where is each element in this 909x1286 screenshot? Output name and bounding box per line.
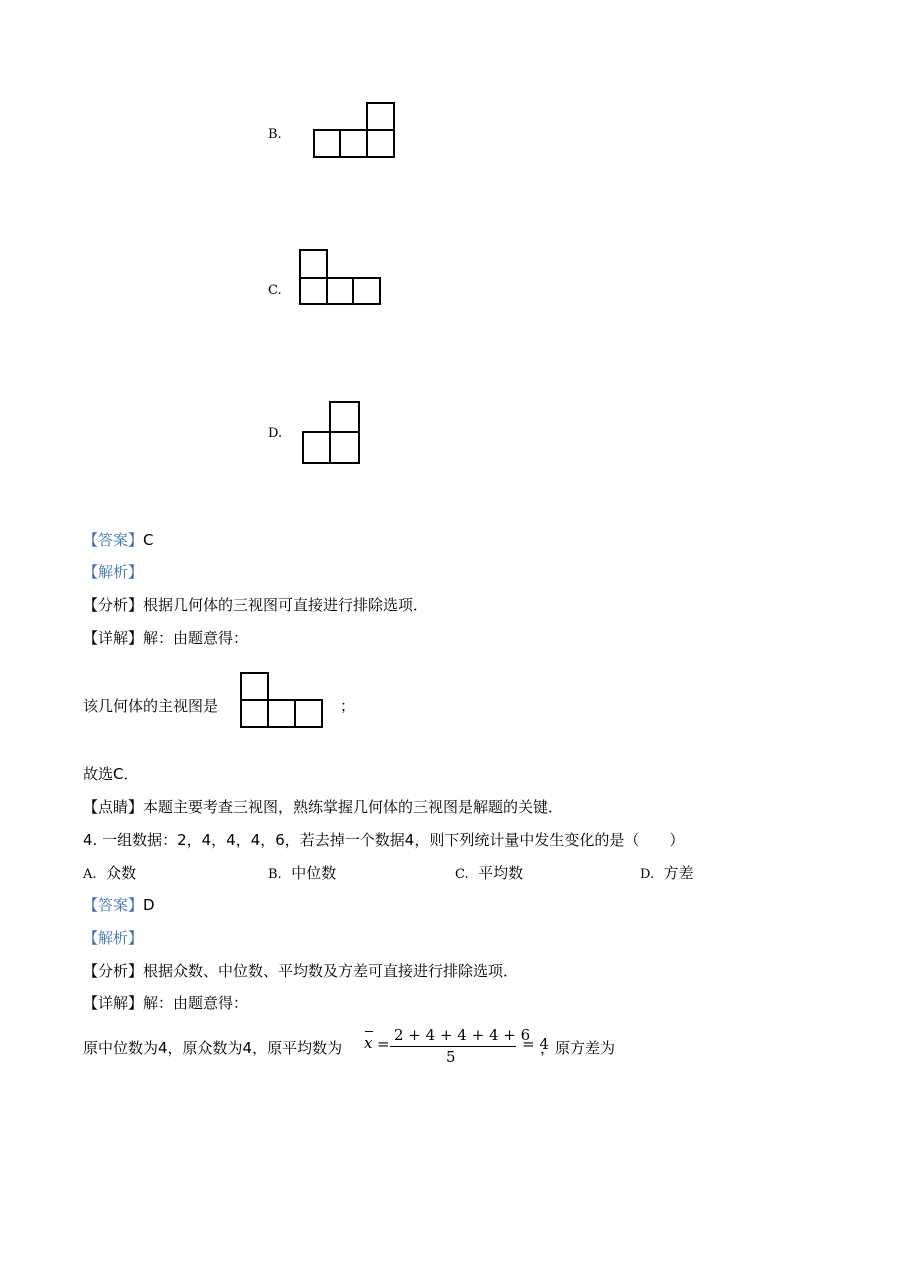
q4-option-b-text: 中位数 — [291, 864, 337, 882]
mean-line-prefix: 原中位数为4，原众数为4，原平均数为 — [83, 1039, 343, 1057]
answer-value: C — [143, 531, 154, 549]
conclusion-q3: 故选C． — [83, 765, 139, 783]
xbar-overline — [365, 1031, 373, 1032]
option-c-figure — [299, 249, 382, 306]
answer-line-q4 — [83, 895, 155, 915]
fenxi-text-q4: 根据众数、中位数、平均数及方差可直接进行排除选项． — [143, 962, 519, 980]
q4-option-a-label: A. — [83, 867, 97, 882]
option-d-figure — [302, 401, 362, 465]
front-view-figure — [240, 672, 324, 729]
xiangjie-tag-q4: 【详解】 — [83, 994, 144, 1012]
answer-value-q4: D — [143, 896, 155, 914]
xiangjie-tag: 【详解】 — [83, 629, 144, 647]
dianjing-text: 本题主要考查三视图，熟练掌握几何体的三视图是解题的关键． — [143, 798, 564, 816]
mean-result: = 4 — [522, 1035, 549, 1053]
answer-tag: 【答案】 — [83, 531, 144, 549]
dianjing-tag: 【点睛】 — [83, 798, 144, 816]
option-c-label: C. — [268, 283, 282, 298]
front-view-suffix: ； — [340, 697, 356, 715]
xiangjie-line-q3 — [83, 628, 248, 648]
option-b-label: B. — [268, 127, 282, 142]
q4-option-a-text: 众数 — [106, 864, 137, 882]
fraction-numerator: 2 + 4 + 4 + 4 + 6 — [394, 1026, 531, 1044]
q4-option-d-text: 方差 — [663, 864, 694, 882]
fenxi-line-q3 — [83, 595, 428, 615]
q4-option-c — [455, 863, 523, 885]
fenxi-tag: 【分析】 — [83, 596, 144, 614]
fenxi-text: 根据几何体的三视图可直接进行排除选项． — [143, 596, 429, 614]
fraction-denominator: 5 — [446, 1048, 456, 1066]
analysis-tag: 【解析】 — [83, 563, 144, 581]
xiangjie-line-q4 — [83, 993, 248, 1013]
fraction-bar — [390, 1046, 516, 1047]
answer-tag-q4: 【答案】 — [83, 896, 144, 914]
xiangjie-text: 解：由题意得： — [143, 629, 249, 647]
mean-line-suffix: ，原方差为 — [540, 1039, 616, 1057]
q4-option-d — [640, 863, 694, 885]
fenxi-line-q4 — [83, 961, 518, 981]
question-4-text: 4. 一组数据：2，4，4，4，6，若去掉一个数据4，则下列统计量中发生变化的是（ ） — [83, 831, 685, 849]
q4-option-c-text: 平均数 — [478, 864, 524, 882]
xbar-symbol: x — [364, 1034, 373, 1052]
q4-option-b — [268, 863, 336, 885]
front-view-text: 该几何体的主视图是 — [83, 697, 219, 715]
q4-option-b-label: B. — [268, 867, 282, 882]
option-d-label: D. — [268, 426, 283, 441]
q4-option-c-label: C. — [455, 867, 469, 882]
analysis-tag-q4: 【解析】 — [83, 929, 144, 947]
q4-option-d-label: D. — [640, 867, 655, 882]
analysis-line-q4 — [83, 928, 143, 948]
analysis-line-q3 — [83, 562, 143, 582]
q4-option-a — [83, 863, 136, 885]
equals-sign: = — [377, 1035, 390, 1053]
option-b-figure — [313, 102, 395, 159]
answer-line-q3 — [83, 530, 154, 550]
fenxi-tag-q4: 【分析】 — [83, 962, 144, 980]
xiangjie-text-q4: 解：由题意得： — [143, 994, 249, 1012]
dianjing-line-q3 — [83, 797, 563, 817]
